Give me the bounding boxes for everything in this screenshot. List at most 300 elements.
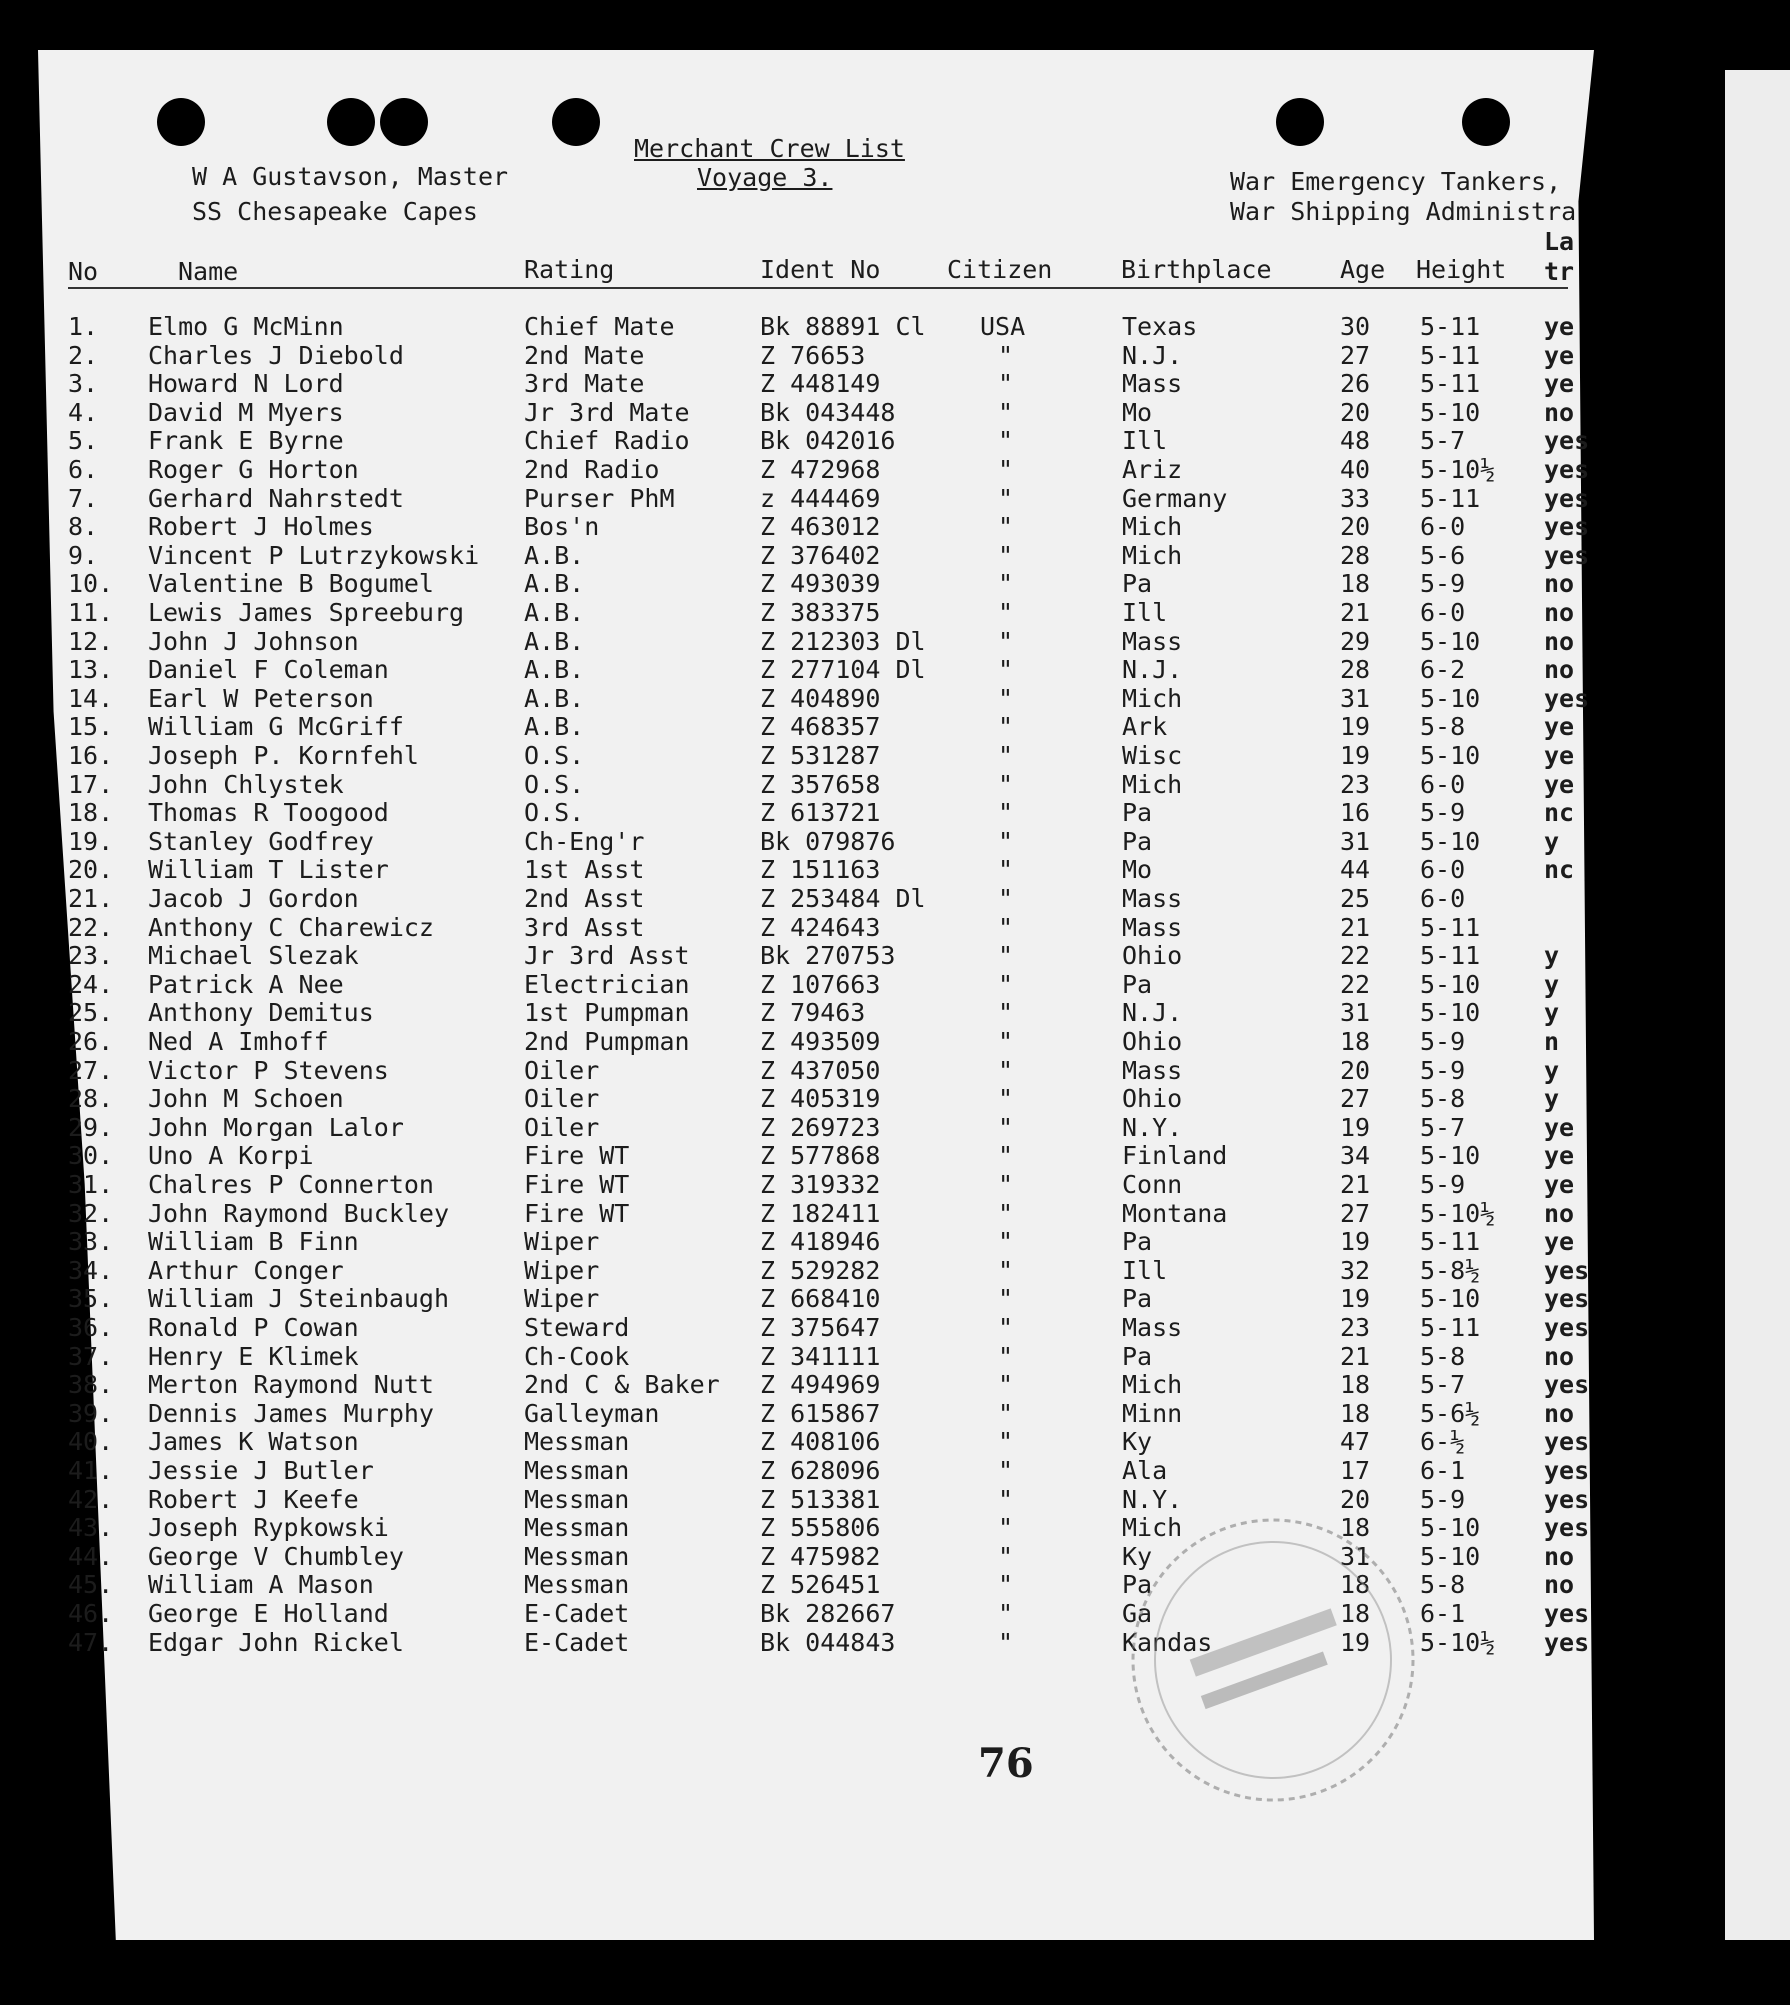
table-row bbox=[0, 569, 1700, 597]
cell-ident: Z 107663 bbox=[760, 970, 881, 999]
table-row bbox=[0, 627, 1700, 655]
cell-citizen: " bbox=[998, 1056, 1014, 1085]
cell-rating: Messman bbox=[524, 1570, 630, 1599]
cell-rating: Steward bbox=[524, 1313, 630, 1342]
cell-name: John M Schoen bbox=[148, 1084, 344, 1113]
cell-last: ye bbox=[1544, 369, 1575, 398]
cell-last: no bbox=[1544, 598, 1575, 627]
cell-birthplace: Mich bbox=[1122, 1513, 1183, 1542]
cell-height: 5-10 bbox=[1420, 827, 1481, 856]
table-row bbox=[0, 1399, 1700, 1427]
cell-no: 43. bbox=[68, 1513, 114, 1542]
cell-height: 6-0 bbox=[1420, 884, 1466, 913]
cell-no: 21. bbox=[68, 884, 114, 913]
cell-age: 21 bbox=[1340, 1342, 1371, 1371]
cell-no: 26. bbox=[68, 1027, 114, 1056]
cell-no: 37. bbox=[68, 1342, 114, 1371]
cell-citizen: " bbox=[998, 369, 1014, 398]
cell-ident: Z 404890 bbox=[760, 684, 881, 713]
cell-height: 6-0 bbox=[1420, 855, 1466, 884]
cell-citizen: " bbox=[998, 684, 1014, 713]
cell-age: 23 bbox=[1340, 770, 1371, 799]
cell-no: 31. bbox=[68, 1170, 114, 1199]
cell-no: 42. bbox=[68, 1485, 114, 1514]
cell-citizen: " bbox=[998, 1027, 1014, 1056]
cell-ident: Z 408106 bbox=[760, 1427, 881, 1456]
cell-name: Joseph P. Kornfehl bbox=[148, 741, 419, 770]
cell-ident: Z 628096 bbox=[760, 1456, 881, 1485]
cell-name: Daniel F Coleman bbox=[148, 655, 389, 684]
cell-height: 5-10 bbox=[1420, 627, 1481, 656]
table-row bbox=[0, 798, 1700, 826]
table-row bbox=[0, 827, 1700, 855]
cell-ident: Z 468357 bbox=[760, 712, 881, 741]
cell-citizen: " bbox=[998, 1170, 1014, 1199]
cell-birthplace: N.J. bbox=[1122, 655, 1183, 684]
cell-age: 31 bbox=[1340, 1542, 1371, 1571]
cell-height: 5-6½ bbox=[1420, 1399, 1481, 1428]
cell-height: 5-9 bbox=[1420, 798, 1466, 827]
cell-name: Ned A Imhoff bbox=[148, 1027, 329, 1056]
table-row bbox=[0, 1227, 1700, 1255]
cell-citizen: " bbox=[998, 1370, 1014, 1399]
cell-age: 47 bbox=[1340, 1427, 1371, 1456]
col-height: Height bbox=[1416, 255, 1507, 284]
cell-ident: Bk 282667 bbox=[760, 1599, 896, 1628]
cell-citizen: " bbox=[998, 770, 1014, 799]
cell-last: yes bbox=[1544, 1313, 1590, 1342]
cell-rating: Wiper bbox=[524, 1256, 600, 1285]
cell-rating: A.B. bbox=[524, 712, 585, 741]
table-row bbox=[0, 1628, 1700, 1656]
cell-age: 34 bbox=[1340, 1141, 1371, 1170]
cell-height: 5-9 bbox=[1420, 1056, 1466, 1085]
cell-no: 12. bbox=[68, 627, 114, 656]
cell-rating: Wiper bbox=[524, 1284, 600, 1313]
cell-birthplace: Ill bbox=[1122, 598, 1168, 627]
cell-rating: Purser PhM bbox=[524, 484, 675, 513]
cell-height: 5-9 bbox=[1420, 1485, 1466, 1514]
cell-rating: Messman bbox=[524, 1513, 630, 1542]
cell-name: William A Mason bbox=[148, 1570, 374, 1599]
cell-ident: Z 418946 bbox=[760, 1227, 881, 1256]
cell-rating: Messman bbox=[524, 1485, 630, 1514]
cell-birthplace: Mass bbox=[1122, 884, 1183, 913]
table-row bbox=[0, 998, 1700, 1026]
cell-birthplace: Ky bbox=[1122, 1427, 1153, 1456]
cell-height: 5-8 bbox=[1420, 1342, 1466, 1371]
cell-rating: A.B. bbox=[524, 655, 585, 684]
table-row bbox=[0, 1141, 1700, 1169]
table-row bbox=[0, 770, 1700, 798]
cell-rating: 2nd C & Baker bbox=[524, 1370, 720, 1399]
cell-birthplace: Pa bbox=[1122, 970, 1153, 999]
cell-height: 5-9 bbox=[1420, 569, 1466, 598]
cell-height: 5-9 bbox=[1420, 1170, 1466, 1199]
table-row bbox=[0, 1542, 1700, 1570]
cell-name: William T Lister bbox=[148, 855, 389, 884]
cell-rating: 2nd Asst bbox=[524, 884, 645, 913]
cell-age: 28 bbox=[1340, 541, 1371, 570]
cell-birthplace: Mo bbox=[1122, 855, 1153, 884]
cell-name: Charles J Diebold bbox=[148, 341, 404, 370]
table-row bbox=[0, 1027, 1700, 1055]
cell-birthplace: Mich bbox=[1122, 684, 1183, 713]
cell-no: 13. bbox=[68, 655, 114, 684]
table-row bbox=[0, 1056, 1700, 1084]
cell-rating: Jr 3rd Asst bbox=[524, 941, 690, 970]
cell-citizen: " bbox=[998, 1399, 1014, 1428]
cell-name: Edgar John Rickel bbox=[148, 1628, 404, 1657]
cell-height: 5-7 bbox=[1420, 426, 1466, 455]
cell-last: yes bbox=[1544, 1513, 1590, 1542]
cell-age: 18 bbox=[1340, 1027, 1371, 1056]
cell-no: 25. bbox=[68, 998, 114, 1027]
table-row bbox=[0, 1427, 1700, 1455]
table-row bbox=[0, 1599, 1700, 1627]
table-row bbox=[0, 484, 1700, 512]
cell-rating: A.B. bbox=[524, 541, 585, 570]
cell-ident: Z 463012 bbox=[760, 512, 881, 541]
col-ident: Ident No bbox=[760, 255, 881, 284]
cell-age: 22 bbox=[1340, 941, 1371, 970]
cell-ident: Z 375647 bbox=[760, 1313, 881, 1342]
cell-citizen: " bbox=[998, 1313, 1014, 1342]
master-name: W A Gustavson, Master bbox=[192, 162, 509, 191]
cell-birthplace: Mich bbox=[1122, 770, 1183, 799]
punch-hole bbox=[157, 98, 205, 146]
cell-height: 6-½ bbox=[1420, 1427, 1466, 1456]
cell-birthplace: Mass bbox=[1122, 913, 1183, 942]
cell-name: William J Steinbaugh bbox=[148, 1284, 450, 1313]
table-row bbox=[0, 655, 1700, 683]
cell-birthplace: Mich bbox=[1122, 541, 1183, 570]
ship-name: SS Chesapeake Capes bbox=[192, 197, 478, 226]
cell-rating: Oiler bbox=[524, 1056, 600, 1085]
cell-citizen: " bbox=[998, 1628, 1014, 1657]
cell-birthplace: Ill bbox=[1122, 426, 1168, 455]
cell-birthplace: Montana bbox=[1122, 1199, 1228, 1228]
cell-no: 11. bbox=[68, 598, 114, 627]
table-row bbox=[0, 1256, 1700, 1284]
cell-last: ye bbox=[1544, 1113, 1575, 1142]
cell-name: Robert J Holmes bbox=[148, 512, 374, 541]
cell-no: 39. bbox=[68, 1399, 114, 1428]
cell-age: 18 bbox=[1340, 1570, 1371, 1599]
cell-citizen: " bbox=[998, 1227, 1014, 1256]
cell-last: yes bbox=[1544, 455, 1590, 484]
cell-citizen: " bbox=[998, 1084, 1014, 1113]
cell-no: 27. bbox=[68, 1056, 114, 1085]
cell-rating: 2nd Pumpman bbox=[524, 1027, 690, 1056]
cell-citizen: " bbox=[998, 1570, 1014, 1599]
cell-height: 6-0 bbox=[1420, 598, 1466, 627]
cell-citizen: " bbox=[998, 712, 1014, 741]
cell-rating: Jr 3rd Mate bbox=[524, 398, 690, 427]
cell-height: 5-10 bbox=[1420, 1542, 1481, 1571]
cell-age: 25 bbox=[1340, 884, 1371, 913]
cell-citizen: " bbox=[998, 398, 1014, 427]
cell-last: y bbox=[1544, 998, 1560, 1027]
cell-height: 5-7 bbox=[1420, 1113, 1466, 1142]
cell-rating: 2nd Mate bbox=[524, 341, 645, 370]
col-name: Name bbox=[178, 257, 239, 286]
cell-last: ye bbox=[1544, 341, 1575, 370]
table-row bbox=[0, 541, 1700, 569]
cell-ident: Z 437050 bbox=[760, 1056, 881, 1085]
cell-age: 19 bbox=[1340, 712, 1371, 741]
cell-name: Dennis James Murphy bbox=[148, 1399, 434, 1428]
table-row bbox=[0, 1456, 1700, 1484]
cell-ident: Z 668410 bbox=[760, 1284, 881, 1313]
punch-hole bbox=[1276, 98, 1324, 146]
cell-height: 5-11 bbox=[1420, 913, 1481, 942]
cell-name: David M Myers bbox=[148, 398, 344, 427]
table-row bbox=[0, 1284, 1700, 1312]
cell-name: John Raymond Buckley bbox=[148, 1199, 450, 1228]
cell-height: 5-10½ bbox=[1420, 455, 1496, 484]
cell-birthplace: Pa bbox=[1122, 1342, 1153, 1371]
cell-no: 15. bbox=[68, 712, 114, 741]
cell-ident: Z 475982 bbox=[760, 1542, 881, 1571]
cell-birthplace: Pa bbox=[1122, 1227, 1153, 1256]
cell-age: 18 bbox=[1340, 1370, 1371, 1399]
cell-ident: Bk 042016 bbox=[760, 426, 896, 455]
table-row bbox=[0, 855, 1700, 883]
cell-birthplace: Finland bbox=[1122, 1141, 1228, 1170]
cell-name: Joseph Rypkowski bbox=[148, 1513, 389, 1542]
cell-name: Chalres P Connerton bbox=[148, 1170, 434, 1199]
cell-ident: Z 269723 bbox=[760, 1113, 881, 1142]
cell-ident: Z 357658 bbox=[760, 770, 881, 799]
table-row bbox=[0, 1313, 1700, 1341]
cell-no: 33. bbox=[68, 1227, 114, 1256]
cell-name: James K Watson bbox=[148, 1427, 359, 1456]
org-line-2: War Shipping Administra bbox=[1230, 197, 1577, 226]
cell-name: Frank E Byrne bbox=[148, 426, 344, 455]
cell-age: 18 bbox=[1340, 569, 1371, 598]
cell-height: 5-10 bbox=[1420, 741, 1481, 770]
cell-citizen: " bbox=[998, 1141, 1014, 1170]
cell-height: 5-10 bbox=[1420, 398, 1481, 427]
cell-birthplace: Ill bbox=[1122, 1256, 1168, 1285]
cell-birthplace: Ariz bbox=[1122, 455, 1183, 484]
cell-name: George E Holland bbox=[148, 1599, 389, 1628]
adjacent-page-edge bbox=[1725, 70, 1790, 1940]
cell-no: 22. bbox=[68, 913, 114, 942]
cell-citizen: " bbox=[998, 598, 1014, 627]
cell-height: 5-10½ bbox=[1420, 1628, 1496, 1657]
cell-height: 5-11 bbox=[1420, 369, 1481, 398]
cell-ident: Z 76653 bbox=[760, 341, 866, 370]
cell-last: yes bbox=[1544, 484, 1590, 513]
cell-no: 35. bbox=[68, 1284, 114, 1313]
cell-citizen: " bbox=[998, 1113, 1014, 1142]
header-rule bbox=[68, 287, 1568, 289]
cell-no: 8. bbox=[68, 512, 99, 541]
cell-citizen: " bbox=[998, 426, 1014, 455]
cell-rating: 3rd Mate bbox=[524, 369, 645, 398]
cell-name: Michael Slezak bbox=[148, 941, 359, 970]
table-row bbox=[0, 712, 1700, 740]
cell-last: y bbox=[1544, 941, 1560, 970]
cell-last: yes bbox=[1544, 684, 1590, 713]
cell-no: 45. bbox=[68, 1570, 114, 1599]
punch-hole bbox=[552, 98, 600, 146]
cell-last: no bbox=[1544, 1199, 1575, 1228]
cell-no: 16. bbox=[68, 741, 114, 770]
cell-age: 18 bbox=[1340, 1513, 1371, 1542]
cell-citizen: " bbox=[998, 541, 1014, 570]
cell-rating: 2nd Radio bbox=[524, 455, 660, 484]
cell-age: 21 bbox=[1340, 1170, 1371, 1199]
cell-ident: Z 615867 bbox=[760, 1399, 881, 1428]
cell-last: yes bbox=[1544, 1427, 1590, 1456]
cell-age: 19 bbox=[1340, 1113, 1371, 1142]
cell-citizen: " bbox=[998, 998, 1014, 1027]
cell-rating: A.B. bbox=[524, 627, 585, 656]
cell-age: 20 bbox=[1340, 398, 1371, 427]
cell-name: William B Finn bbox=[148, 1227, 359, 1256]
cell-age: 19 bbox=[1340, 1227, 1371, 1256]
cell-rating: Chief Mate bbox=[524, 312, 675, 341]
cell-birthplace: Ala bbox=[1122, 1456, 1168, 1485]
table-row bbox=[0, 1485, 1700, 1513]
cell-citizen: " bbox=[998, 627, 1014, 656]
cell-height: 5-10 bbox=[1420, 970, 1481, 999]
cell-ident: Z 531287 bbox=[760, 741, 881, 770]
cell-citizen: " bbox=[998, 512, 1014, 541]
cell-age: 16 bbox=[1340, 798, 1371, 827]
cell-name: George V Chumbley bbox=[148, 1542, 404, 1571]
cell-height: 5-10 bbox=[1420, 684, 1481, 713]
cell-rating: Oiler bbox=[524, 1084, 600, 1113]
cell-rating: Ch-Cook bbox=[524, 1342, 630, 1371]
cell-birthplace: Kandas bbox=[1122, 1628, 1213, 1657]
cell-name: Merton Raymond Nutt bbox=[148, 1370, 434, 1399]
cell-birthplace: Mass bbox=[1122, 627, 1183, 656]
cell-citizen: USA bbox=[980, 312, 1026, 341]
table-row bbox=[0, 970, 1700, 998]
cell-rating: E-Cadet bbox=[524, 1628, 630, 1657]
cell-height: 5-7 bbox=[1420, 1370, 1466, 1399]
cell-ident: Z 277104 Dl bbox=[760, 655, 926, 684]
cell-birthplace: Ga bbox=[1122, 1599, 1153, 1628]
cell-rating: Oiler bbox=[524, 1113, 600, 1142]
cell-ident: Z 319332 bbox=[760, 1170, 881, 1199]
cell-name: Henry E Klimek bbox=[148, 1342, 359, 1371]
cell-height: 6-2 bbox=[1420, 655, 1466, 684]
cell-height: 5-10½ bbox=[1420, 1199, 1496, 1228]
cell-rating: Ch-Eng'r bbox=[524, 827, 645, 856]
cell-no: 46. bbox=[68, 1599, 114, 1628]
cell-no: 9. bbox=[68, 541, 99, 570]
cell-last: yes bbox=[1544, 1284, 1590, 1313]
table-row bbox=[0, 598, 1700, 626]
cell-name: John J Johnson bbox=[148, 627, 359, 656]
cell-height: 5-6 bbox=[1420, 541, 1466, 570]
cell-birthplace: Mich bbox=[1122, 512, 1183, 541]
org-line-1: War Emergency Tankers, bbox=[1230, 167, 1562, 196]
cell-last: ye bbox=[1544, 1170, 1575, 1199]
cell-height: 6-0 bbox=[1420, 770, 1466, 799]
cell-last: nc bbox=[1544, 798, 1575, 827]
cell-no: 28. bbox=[68, 1084, 114, 1113]
cell-last: no bbox=[1544, 655, 1575, 684]
cell-height: 5-8 bbox=[1420, 1084, 1466, 1113]
cell-ident: Z 494969 bbox=[760, 1370, 881, 1399]
table-row bbox=[0, 1084, 1700, 1112]
table-row bbox=[0, 426, 1700, 454]
cell-name: William G McGriff bbox=[148, 712, 404, 741]
cell-name: Stanley Godfrey bbox=[148, 827, 374, 856]
table-row bbox=[0, 1170, 1700, 1198]
cell-last: y bbox=[1544, 827, 1560, 856]
cell-rating: A.B. bbox=[524, 598, 585, 627]
cell-ident: Z 577868 bbox=[760, 1141, 881, 1170]
cell-rating: 1st Asst bbox=[524, 855, 645, 884]
cell-age: 18 bbox=[1340, 1599, 1371, 1628]
cell-no: 2. bbox=[68, 341, 99, 370]
cell-age: 20 bbox=[1340, 1485, 1371, 1514]
cell-last: y bbox=[1544, 970, 1560, 999]
table-row bbox=[0, 369, 1700, 397]
cell-citizen: " bbox=[998, 1542, 1014, 1571]
cell-no: 19. bbox=[68, 827, 114, 856]
cell-last: yes bbox=[1544, 1628, 1590, 1657]
cell-birthplace: Texas bbox=[1122, 312, 1198, 341]
cell-ident: Bk 88891 Cl bbox=[760, 312, 926, 341]
cell-height: 5-11 bbox=[1420, 941, 1481, 970]
cell-last: yes bbox=[1544, 541, 1590, 570]
cell-age: 21 bbox=[1340, 598, 1371, 627]
cell-citizen: " bbox=[998, 1599, 1014, 1628]
cell-ident: Bk 044843 bbox=[760, 1628, 896, 1657]
cell-no: 24. bbox=[68, 970, 114, 999]
cell-height: 6-0 bbox=[1420, 512, 1466, 541]
cell-birthplace: Ky bbox=[1122, 1542, 1153, 1571]
cell-height: 5-11 bbox=[1420, 341, 1481, 370]
cell-ident: Z 424643 bbox=[760, 913, 881, 942]
cell-age: 28 bbox=[1340, 655, 1371, 684]
cell-name: Howard N Lord bbox=[148, 369, 344, 398]
cell-citizen: " bbox=[998, 1485, 1014, 1514]
cell-rating: Messman bbox=[524, 1542, 630, 1571]
cell-last: yes bbox=[1544, 1456, 1590, 1485]
cell-citizen: " bbox=[998, 970, 1014, 999]
cell-rating: Fire WT bbox=[524, 1141, 630, 1170]
cell-age: 19 bbox=[1340, 741, 1371, 770]
cell-citizen: " bbox=[998, 341, 1014, 370]
cell-citizen: " bbox=[998, 741, 1014, 770]
cell-ident: Z 493509 bbox=[760, 1027, 881, 1056]
cell-ident: Z 513381 bbox=[760, 1485, 881, 1514]
table-row bbox=[0, 884, 1700, 912]
cell-no: 23. bbox=[68, 941, 114, 970]
cell-no: 17. bbox=[68, 770, 114, 799]
cell-name: Anthony C Charewicz bbox=[148, 913, 434, 942]
cell-last: no bbox=[1544, 1342, 1575, 1371]
cell-age: 17 bbox=[1340, 1456, 1371, 1485]
cell-rating: Wiper bbox=[524, 1227, 600, 1256]
col-citizen: Citizen bbox=[947, 255, 1053, 284]
cell-ident: Z 529282 bbox=[760, 1256, 881, 1285]
cell-birthplace: N.J. bbox=[1122, 341, 1183, 370]
cell-citizen: " bbox=[998, 827, 1014, 856]
cell-age: 19 bbox=[1340, 1284, 1371, 1313]
table-row bbox=[0, 1113, 1700, 1141]
cell-citizen: " bbox=[998, 798, 1014, 827]
